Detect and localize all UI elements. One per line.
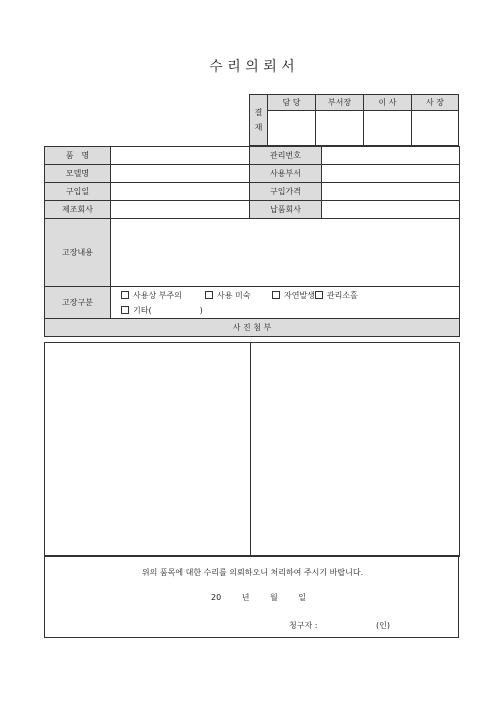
photo-area (44, 342, 460, 557)
field-purchase-price[interactable] (322, 183, 460, 201)
label-item-name: 품 명 (45, 147, 111, 165)
label-supplier: 납품회사 (250, 201, 322, 219)
field-item-name[interactable] (111, 147, 250, 165)
photo-attach-header: 사 진 첨 부 (45, 319, 460, 337)
label-fault-type: 고장구분 (45, 287, 111, 319)
field-using-dept[interactable] (322, 165, 460, 183)
photo-slot-right[interactable] (251, 343, 460, 557)
request-statement: 위의 품목에 대한 수리를 의뢰하오니 처리하여 주시기 바랍니다. (141, 568, 364, 577)
field-purchase-date[interactable] (111, 183, 250, 201)
label-purchase-date: 구입일 (45, 183, 111, 201)
label-purchase-price: 구입가격 (250, 183, 322, 201)
label-management-no: 관리번호 (250, 147, 322, 165)
approval-header-president: 사 장 (412, 95, 459, 111)
option-other[interactable]: 기타( ) (121, 305, 203, 316)
label-manufacturer: 제조회사 (45, 201, 111, 219)
checkbox-icon (205, 291, 213, 299)
checkbox-icon (121, 306, 129, 314)
field-fault-content[interactable] (111, 219, 460, 287)
approval-header-director: 이 사 (364, 95, 412, 111)
approval-sign-dept-head[interactable] (316, 111, 364, 146)
option-natural[interactable]: 자연발생 (272, 290, 315, 301)
fault-type-options (111, 287, 460, 319)
checkbox-icon (272, 291, 280, 299)
option-inexperience[interactable]: 사용 미숙 (205, 290, 272, 301)
approval-sign-manager[interactable] (268, 111, 316, 146)
checkbox-icon (121, 291, 129, 299)
approval-header-manager: 담 당 (268, 95, 316, 111)
label-using-dept: 사용부서 (250, 165, 322, 183)
request-date[interactable]: 20 년 월 일 (211, 593, 306, 602)
approval-sign-president[interactable] (412, 111, 459, 146)
field-supplier[interactable] (322, 201, 460, 219)
seal-mark: (인) (376, 621, 390, 630)
field-management-no[interactable] (322, 147, 460, 165)
footer-box (45, 556, 459, 638)
approval-box (249, 94, 459, 146)
requester-label: 청구자 : (289, 621, 318, 630)
approval-side-label: 결 재 (250, 95, 268, 146)
option-carelessness[interactable]: 사용상 부주의 (121, 290, 205, 301)
approval-header-dept-head: 부서장 (316, 95, 364, 111)
document-title: 수 리 의 뢰 서 (209, 59, 295, 75)
field-manufacturer[interactable] (111, 201, 250, 219)
field-model-name[interactable] (111, 165, 250, 183)
photo-slot-left[interactable] (45, 343, 251, 557)
checkbox-icon (315, 291, 323, 299)
option-mismanagement[interactable]: 관리소홀 (315, 290, 399, 301)
approval-sign-director[interactable] (364, 111, 412, 146)
label-fault-content: 고장내용 (45, 219, 111, 287)
label-model-name: 모델명 (45, 165, 111, 183)
request-footer (44, 555, 459, 638)
request-info-table (44, 146, 460, 337)
